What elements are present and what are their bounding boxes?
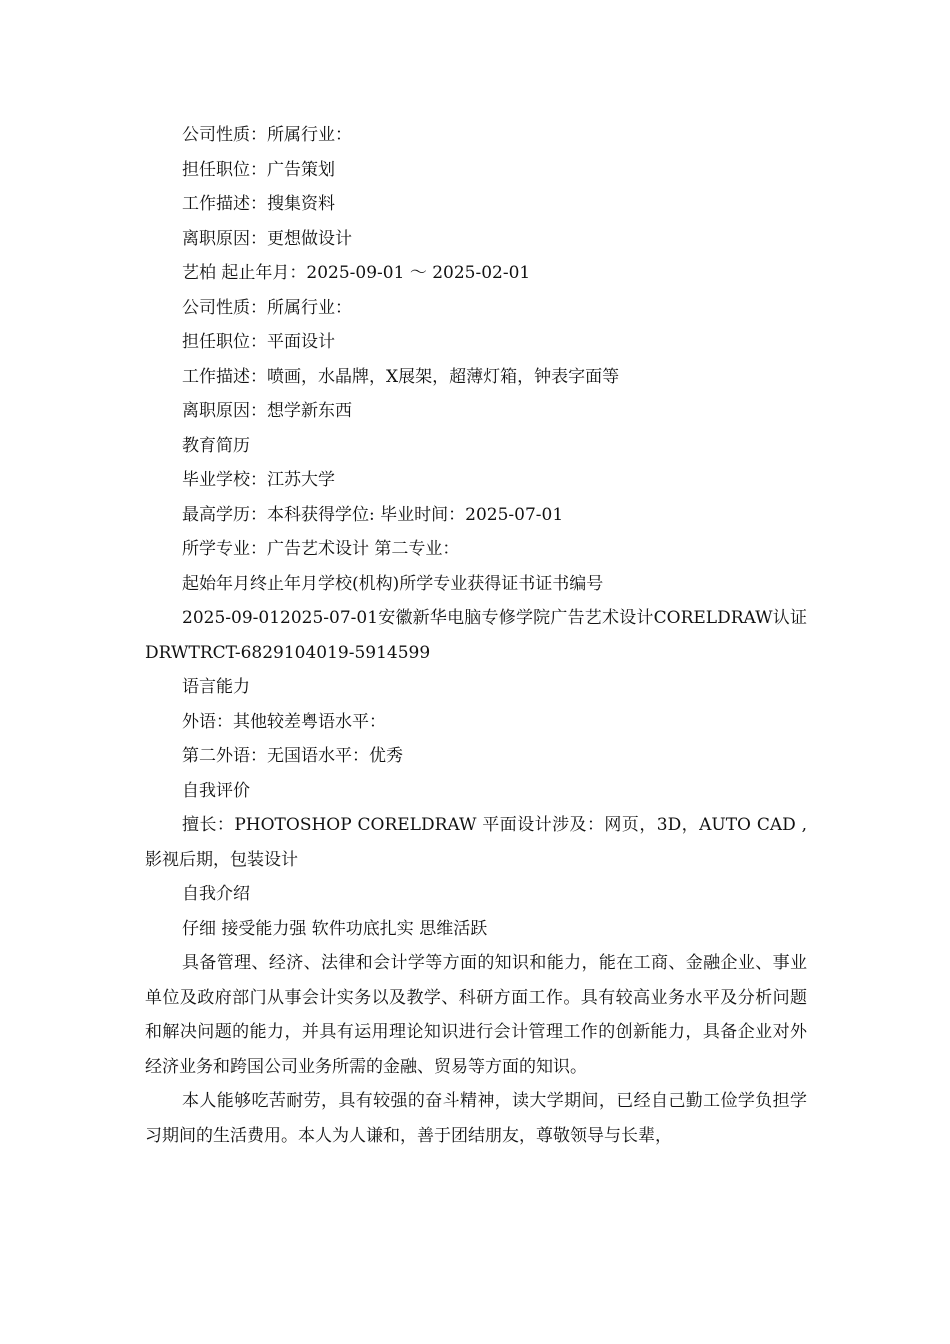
school-line: 毕业学校：江苏大学 [182,470,335,490]
major-line: 所学专业：广告艺术设计 第二专业： [182,539,460,559]
education-table-header: 起始年月终止年月学校(机构)所学专业获得证书证书编号 [182,573,604,594]
company-period-line: 艺柏 起止年月：2025-09-01 ～ 2025-02-01 [182,263,531,283]
self-intro-heading: 自我介绍 [182,884,250,904]
company-nature-line-2: 公司性质：所属行业： [182,297,352,318]
education-heading: 教育简历 [182,435,250,456]
self-evaluation-heading: 自我评价 [182,780,250,801]
job-description-line-2: 工作描述：喷画，水晶牌，X展架，超薄灯箱，钟表字面等 [182,366,620,387]
leave-reason-line-2: 离职原因：想学新东西 [182,401,352,421]
position-line-1: 担任职位：广告策划 [182,159,335,180]
skills-paragraph: 擅长：PHOTOSHOP CORELDRAW 平面设计涉及：网页，3D，AUTO CAD ,影视后期，包装设计 [145,815,807,870]
language-heading: 语言能力 [182,677,250,697]
education-record: 2025-09-012025-07-01安徽新华电脑专修学院广告艺术设计CORELDRAW认证DRWTRCT-6829104019-5914599 [145,608,807,663]
job-description-line-1: 工作描述：搜集资料 [182,194,335,214]
traits-line: 仔细 接受能力强 软件功底扎实 思维活跃 [182,918,488,939]
degree-line: 最高学历：本科获得学位: 毕业时间：2025-07-01 [182,504,564,525]
second-language-line: 第二外语：无国语水平：优秀 [182,746,403,766]
foreign-language-line: 外语：其他较差粤语水平： [182,711,386,732]
company-nature-line-1: 公司性质：所属行业： [182,125,352,145]
intro-paragraph-2: 本人能够吃苦耐劳，具有较强的奋斗精神，读大学期间，已经自己勤工俭学负担学习期间的生活费用。本人为人谦和，善于团结朋友，尊敬领导与长辈， [145,1091,807,1146]
leave-reason-line-1: 离职原因：更想做设计 [182,228,352,249]
document-page [145,118,807,1153]
position-line-2: 担任职位：平面设计 [182,332,335,352]
intro-paragraph-1: 具备管理、经济、法律和会计学等方面的知识和能力，能在工商、金融企业、事业单位及政府部门从事会计实务以及教学、科研方面工作。具有较高业务水平及分析问题和解决问题的能力，并具有运用理论知识进行会计管理工作的创新能力，具备企业对外经济业务和跨国公司业务所需的金融、贸易等方面的知识。 [145,953,807,1077]
